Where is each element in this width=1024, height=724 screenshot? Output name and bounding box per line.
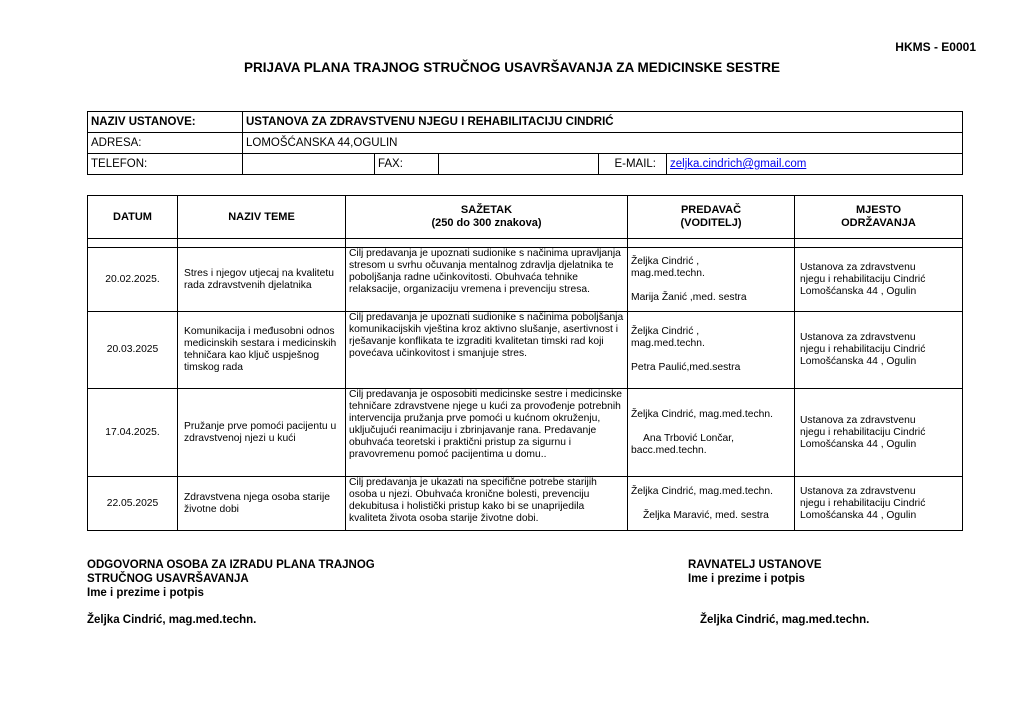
location-line-3: Lomošćanska 44 , Ogulin: [800, 356, 917, 367]
director-line-2: Ime i prezime i potpis: [688, 573, 805, 585]
row-lecturer: [628, 312, 795, 389]
email-value: [667, 154, 963, 175]
location-line-1: Ustanova za zdravstvenu: [800, 261, 916, 273]
responsible-line-1: ODGOVORNA OSOBA ZA IZRADU PLANA TRAJNOG: [87, 559, 375, 571]
lecturer-1: Željka Cindrić ,: [631, 326, 700, 337]
lecturer-2: Željka Maravić, med. sestra: [643, 509, 769, 521]
naziv-value: USTANOVA ZA ZDRAVSTVENU NJEGU I REHABILITACIJU CINDRIĆ: [243, 112, 963, 133]
fax-label: FAX:: [375, 154, 439, 175]
telefon-label: TELEFON:: [88, 154, 243, 175]
lecturer-1: Željka Cindrić, mag.med.techn.: [631, 408, 773, 420]
row-summary: Cilj predavanja je upoznati sudionike s načinima upravljanja stresom u svrhu očuvanja mentalnog zdravlja djelatnika te poboljšanja radne učinkovitosti. Obuhvaća tehnike relaksacije, organizaciju vremena i prevenciju stresa.: [346, 248, 628, 312]
row-lecturer: [628, 477, 795, 531]
row-lecturer: [628, 389, 795, 477]
row-lecturer: [628, 248, 795, 312]
info-row-contacts: [88, 154, 963, 175]
lecturer-2-title: bacc.med.techn.: [631, 444, 707, 456]
lecturer-1-title: mag.med.techn.: [631, 267, 705, 279]
spacer-row: [88, 239, 963, 248]
info-row-adresa: [88, 133, 963, 154]
row-summary: Cilj predavanja je osposobiti medicinske sestre i medicinske tehničare zdravstvene njege u kući za provođenje potrebnih intervencija pružanja prve pomoći u kućnom okruženju, uključujući reanimaciju i zbrinjavanje rana. Predavanje obuhvaća teoretski i praktični pristup za sigurnu i pravovremenu pomoć pacijentima u domu..: [346, 389, 628, 477]
institution-info-table: [87, 111, 963, 175]
row-summary: Cilj predavanja je ukazati na specifične potrebe starijih osoba u njezi. Obuhvaća kronične bolesti, prevenciju dekubitusa i holistički pristup kako bi se unaprijedila kvaliteta života osoba starije životne dobi.: [346, 477, 628, 531]
header-predavac: [628, 196, 795, 239]
header-sazetak: [346, 196, 628, 239]
location-line-2: njegu i rehabilitaciju Cindrić: [800, 273, 926, 285]
header-naziv-teme: NAZIV TEME: [178, 196, 346, 239]
responsible-signature: Željka Cindrić, mag.med.techn.: [87, 614, 257, 626]
row-topic: Stres i njegov utjecaj na kvalitetu rada zdravstvenih djelatnika: [178, 248, 346, 312]
header-mjesto: [795, 196, 963, 239]
naziv-label: NAZIV USTANOVE:: [88, 112, 243, 133]
director-block: [688, 558, 822, 586]
lecturer-2: Marija Žanić ,med. sestra: [631, 291, 747, 303]
telefon-value: [243, 154, 375, 175]
header-mjesto-sub: ODRŽAVANJA: [841, 217, 916, 229]
header-datum: DATUM: [88, 196, 178, 239]
fax-value: [439, 154, 599, 175]
email-label: E-MAIL:: [599, 154, 667, 175]
lecturer-1: Željka Cindrić ,: [631, 255, 700, 267]
lecturer-1: Željka Cindrić, mag.med.techn.: [631, 485, 773, 497]
table-row: [88, 312, 963, 389]
row-location: [795, 389, 963, 477]
row-date: 22.05.2025: [88, 477, 178, 531]
row-location: [795, 248, 963, 312]
header-sazetak-sub: (250 do 300 znakova): [431, 217, 542, 229]
training-plan-table: [87, 195, 963, 531]
adresa-label: ADRESA:: [88, 133, 243, 154]
email-link[interactable]: zeljka.cindrich@gmail.com: [670, 158, 807, 170]
location-line-2: njegu i rehabilitaciju Cindrić: [800, 426, 926, 438]
page-title: PRIJAVA PLANA TRAJNOG STRUČNOG USAVRŠAVANJA ZA MEDICINSKE SESTRE: [243, 60, 781, 75]
table-row: [88, 477, 963, 531]
header-sazetak-title: SAŽETAK: [460, 204, 513, 216]
row-date: 20.03.2025: [88, 312, 178, 389]
plan-header-row: [88, 196, 963, 239]
director-signature: Željka Cindrić, mag.med.techn.: [700, 614, 870, 626]
row-topic: Komunikacija i međusobni odnos medicinskih sestara i medicinskih tehničara kao ključ uspješnog timskog rada: [178, 312, 346, 389]
responsible-line-2: STRUČNOG USAVRŠAVANJA: [87, 573, 249, 585]
row-date: 20.02.2025.: [88, 248, 178, 312]
row-location: [795, 477, 963, 531]
header-predavac-sub: (VODITELJ): [680, 217, 742, 229]
lecturer-1-title: mag.med.techn.: [631, 338, 705, 349]
header-predavac-title: PREDAVAČ: [680, 204, 742, 216]
responsible-line-3: Ime i prezime i potpis: [87, 587, 204, 599]
location-line-2: njegu i rehabilitaciju Cindrić: [800, 497, 926, 509]
location-line-1: Ustanova za zdravstvenu: [800, 414, 916, 426]
table-row: [88, 248, 963, 312]
location-line-2: njegu i rehabilitaciju Cindrić: [800, 344, 926, 355]
table-row: [88, 389, 963, 477]
location-line-3: Lomošćanska 44 , Ogulin: [800, 285, 917, 297]
adresa-value: LOMOŠĆANSKA 44,OGULIN: [243, 133, 963, 154]
director-line-1: RAVNATELJ USTANOVE: [688, 559, 822, 571]
lecturer-2: Ana Trbović Lončar,: [643, 432, 735, 444]
responsible-person-block: [87, 558, 375, 600]
lecturer-2: Petra Paulić,med.sestra: [631, 362, 741, 373]
row-topic: Pružanje prve pomoći pacijentu u zdravstvenoj njezi u kući: [178, 389, 346, 477]
location-line-1: Ustanova za zdravstvenu: [800, 332, 916, 343]
row-topic: Zdravstvena njega osoba starije životne dobi: [178, 477, 346, 531]
location-line-3: Lomošćanska 44 , Ogulin: [800, 509, 917, 521]
row-summary: Cilj predavanja je upoznati sudionike s načinima poboljšanja komunikacijskih vještina kroz aktivno slušanje, asertivnost i rješavanje konflikata te izgraditi kvalitetan timski rad koji povećava učinkovitost i smanjuje stres.: [346, 312, 628, 389]
document-code: HKMS - E0001: [895, 40, 976, 54]
row-date: 17.04.2025.: [88, 389, 178, 477]
location-line-1: Ustanova za zdravstvenu: [800, 485, 916, 497]
location-line-3: Lomošćanska 44 , Ogulin: [800, 438, 917, 450]
row-location: [795, 312, 963, 389]
info-row-naziv: [88, 112, 963, 133]
header-mjesto-title: MJESTO: [855, 204, 902, 216]
